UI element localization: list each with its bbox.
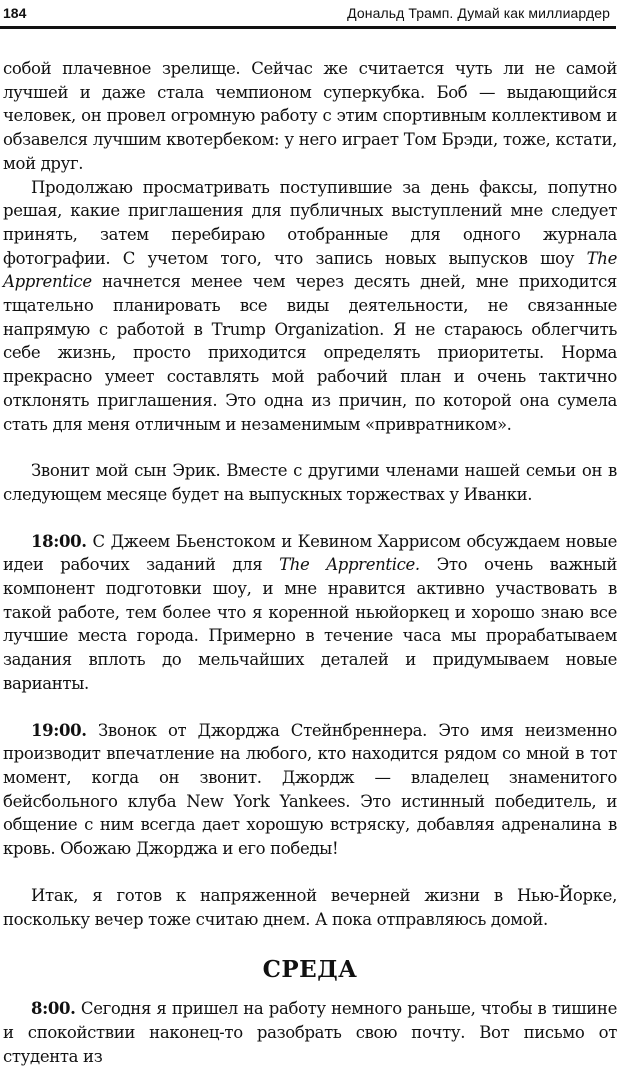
time-label-1800: 18:00. — [31, 531, 87, 551]
paragraph-continued: собой плачевное зрелище. Сейчас же считается чуть ли не самой лучшей и даже стала чемпионом суперкубка. Боб — выдающийся человек, он провел огромную работу с этим спортивным коллективом и обзавелся лучшим квотербеком: у него играет Том Брэди, тоже, кстати, мой друг. — [3, 59, 617, 173]
paragraph-faxes — [3, 176, 617, 437]
paragraph-faxes-text-2: начнется менее чем через десять дней, мне приходится тщательно планировать все виды деятельности, не связанные напрямую с работой в Trump Organization. Я не стараюсь облегчить себе жизнь, просто приходится определять приоритеты. Норма прекрасно умеет составлять мой рабочий план и очень тактично отклонять приглашения. Это одна из причин, по которой она сумела стать для меня отличным и незаменимым «привратником». — [3, 272, 617, 434]
paragraph-1800 — [3, 530, 617, 696]
paragraph-faxes-text-1: Продолжаю просматривать поступившие за день факсы, попутно решая, какие приглашения для публичных выступлений мне следует принять, затем перебираю отобранные для одного журнала фотографии. С учетом того, что запись новых выпусков шоу — [3, 177, 617, 268]
time-label-1900: 19:00. — [31, 720, 87, 740]
show-title: The Apprentice. — [279, 555, 420, 575]
paragraph-1800-text-1: С Джеем Бьенстоком и Кевином Харрисом обсуждаем новые идеи рабочих заданий для — [3, 531, 617, 575]
paragraph-evening: Итак, я готов к напряженной вечерней жизни в Нью-Йорке, поскольку вечер тоже считаю днем. А пока отправляюсь домой. — [3, 885, 617, 929]
paragraph-eric-call: Звонит мой сын Эрик. Вместе с другими членами нашей семьи он в следующем месяце будет на выпускных торжествах у Иванки. — [3, 461, 617, 504]
paragraph-0800 — [3, 997, 617, 1068]
paragraph-1800-text-2: Это очень важный компонент подготовки шоу, и мне нравится активно участвовать в такой работе, тем более что я коренной ньюйоркец и хорошо знаю все лучшие места города. Примерно в течение часа мы прорабатываем задания вплоть до мельчайших деталей и придумываем новые варианты. — [3, 555, 617, 693]
section-heading-wednesday: СРЕДА — [262, 956, 358, 984]
page-number: 184 — [3, 5, 27, 21]
page-body — [3, 57, 617, 1068]
paragraph-1900-text: Звонок от Джорджа Стейнбреннера. Это имя неизменно производит впечатление на любого, кто находится рядом со мной в тот момент, когда он звонит. Джордж — владелец знаменитого бейсбольного клуба New York Yankees. Это истинный победитель, и общение с ним всегда дает хорошую встряску, добавляя адреналина в кровь. Обожаю Джорджа и его победы! — [3, 720, 617, 859]
header-rule — [0, 26, 616, 29]
paragraph-1900 — [3, 719, 617, 861]
time-label-0800: 8:00. — [31, 999, 76, 1019]
paragraph-0800-text: Сегодня я пришел на работу немного раньше, чтобы в тишине и спокойствии наконец-то разобрать свою почту. Вот письмо от студента из — [3, 999, 617, 1066]
running-header-title: Дональд Трамп. Думай как миллиардер — [347, 5, 610, 21]
show-title: The Apprentice — [3, 248, 617, 292]
running-header — [0, 3, 614, 23]
